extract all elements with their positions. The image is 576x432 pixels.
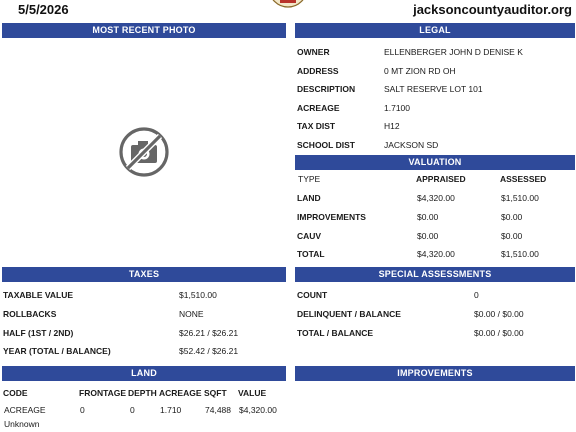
land-col-value: VALUE: [238, 388, 267, 398]
legal-value: JACKSON SD: [384, 140, 439, 150]
legal-value: SALT RESERVE LOT 101: [384, 84, 483, 95]
valuation-col-assessed: ASSESSED: [500, 174, 547, 184]
legal-label: ACREAGE: [297, 102, 340, 113]
photo-section-header: MOST RECENT PHOTO: [2, 23, 286, 38]
taxes-value: $26.21 / $26.21: [179, 327, 239, 338]
special-value: $0.00 / $0.00: [474, 327, 524, 338]
taxes-label: HALF (1ST / 2ND): [3, 327, 74, 338]
land-section-header: LAND: [2, 366, 286, 381]
valuation-assessed: $0.00: [501, 211, 523, 222]
valuation-appraised: $4,320.00: [417, 249, 455, 260]
special-label: COUNT: [297, 290, 328, 300]
legal-label: SCHOOL DIST: [297, 140, 355, 150]
valuation-type: CAUV: [297, 230, 322, 241]
valuation-type: TOTAL: [297, 249, 325, 260]
legal-section-header: LEGAL: [295, 23, 575, 38]
land-cell-acreage: 1.710: [160, 405, 182, 415]
taxes-label: ROLLBACKS: [3, 308, 57, 319]
land-col-acreage: ACREAGE: [159, 388, 202, 398]
land-cell-depth: 0: [130, 405, 135, 415]
special-value: 0: [474, 290, 479, 300]
improvements-section-header: IMPROVEMENTS: [295, 366, 575, 381]
taxes-value: $52.42 / $26.21: [179, 346, 239, 357]
legal-value: 1.7100: [384, 102, 410, 113]
legal-value: H12: [384, 121, 400, 132]
valuation-col-type: TYPE: [298, 174, 321, 184]
taxes-label: YEAR (TOTAL / BALANCE): [3, 346, 111, 357]
land-cell-frontage: 0: [80, 405, 85, 415]
county-seal-icon: [266, 0, 310, 8]
valuation-assessed: $0.00: [501, 230, 523, 241]
legal-label: DESCRIPTION: [297, 84, 356, 95]
valuation-appraised: $0.00: [417, 230, 439, 241]
valuation-type: IMPROVEMENTS: [297, 211, 366, 222]
special-label: DELINQUENT / BALANCE: [297, 308, 401, 319]
valuation-assessed: $1,510.00: [501, 249, 539, 260]
taxes-value: NONE: [179, 308, 204, 319]
land-col-code: CODE: [3, 388, 28, 398]
special-assessments-section-header: SPECIAL ASSESSMENTS: [295, 267, 575, 282]
land-cell-sqft: 74,488: [205, 405, 231, 415]
land-cell-code: ACREAGE: [4, 405, 46, 415]
valuation-appraised: $4,320.00: [417, 193, 455, 203]
legal-value: ELLENBERGER JOHN D DENISE K: [384, 47, 523, 57]
legal-value: 0 MT ZION RD OH: [384, 65, 456, 76]
valuation-col-appraised: APPRAISED: [416, 174, 466, 184]
no-photo-icon: [118, 126, 170, 178]
taxes-section-header: TAXES: [2, 267, 286, 282]
special-label: TOTAL / BALANCE: [297, 327, 374, 338]
valuation-section-header: VALUATION: [295, 155, 575, 170]
land-cell-value: $4,320.00: [239, 405, 277, 415]
legal-label: OWNER: [297, 47, 330, 57]
land-cell-extra: Unknown: [4, 419, 40, 429]
valuation-type: LAND: [297, 193, 321, 203]
valuation-assessed: $1,510.00: [501, 193, 539, 203]
taxes-value: $1,510.00: [179, 290, 217, 300]
site-url[interactable]: jacksoncountyauditor.org: [413, 2, 572, 17]
report-date: 5/5/2026: [18, 2, 69, 17]
taxes-label: TAXABLE VALUE: [3, 290, 74, 300]
special-value: $0.00 / $0.00: [474, 308, 524, 319]
valuation-appraised: $0.00: [417, 211, 439, 222]
land-col-sqft: SQFT: [204, 388, 227, 398]
legal-label: ADDRESS: [297, 65, 339, 76]
legal-label: TAX DIST: [297, 121, 336, 132]
land-col-frontage: FRONTAGE: [79, 388, 127, 398]
land-col-depth: DEPTH: [128, 388, 157, 398]
